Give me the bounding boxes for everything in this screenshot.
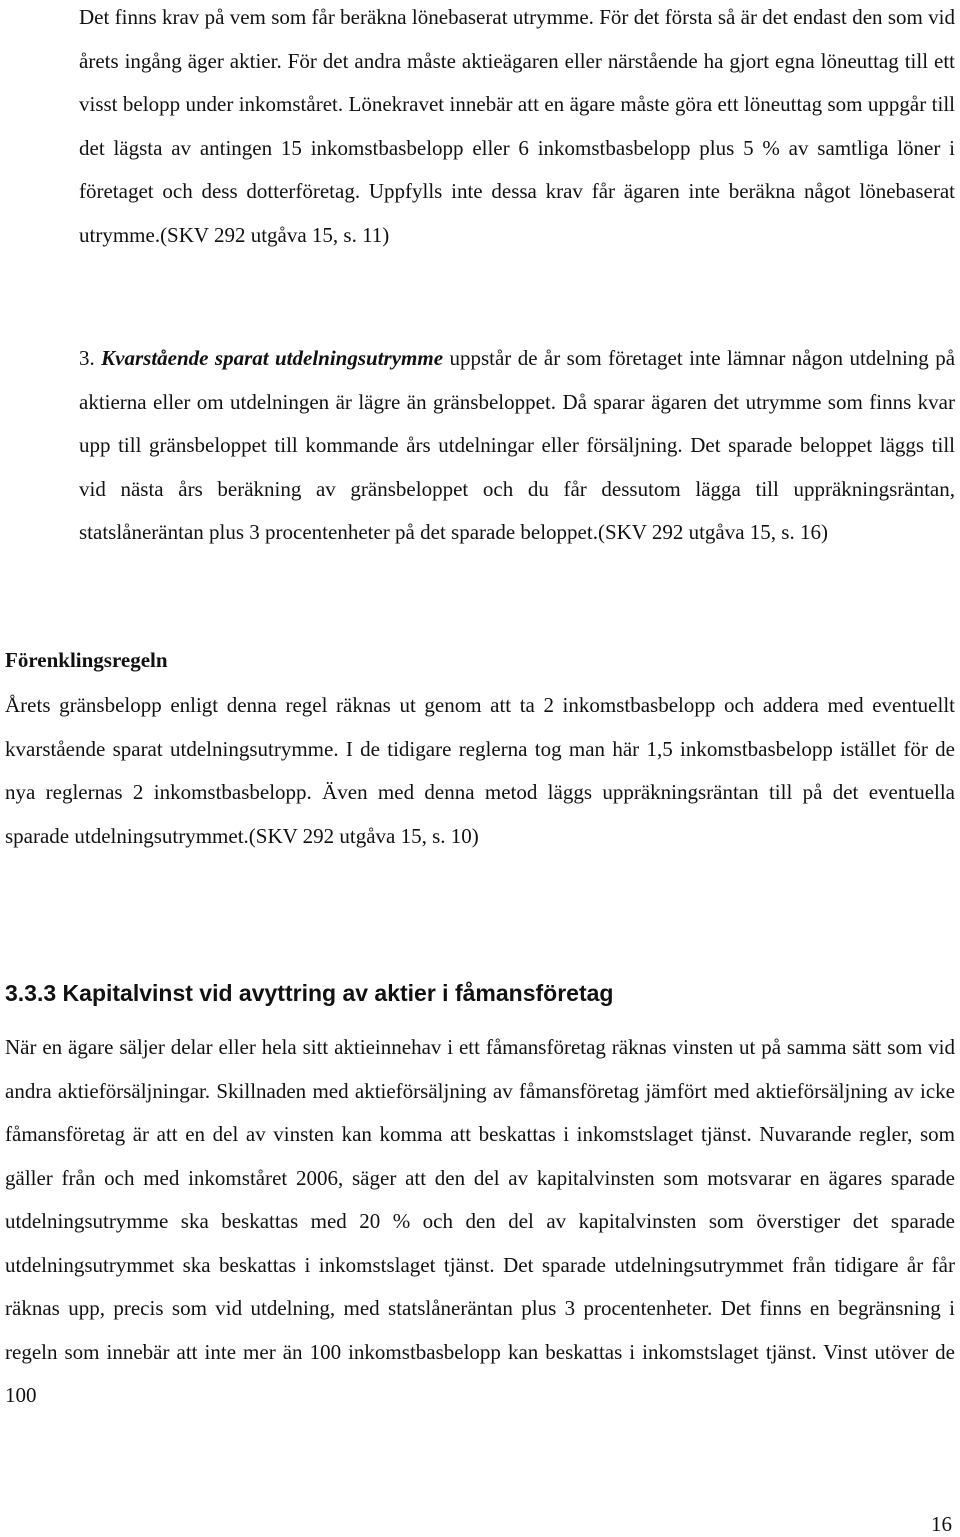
- list-item-number: 3.: [79, 346, 95, 370]
- list-item-text: uppstår de år som företaget inte lämnar någon utdelning på aktierna eller om utdelningen är lägre än gränsbeloppet. Då sparar ägaren det utrymme som finns kvar upp till gränsbeloppet till kommande års utdelningar eller försäljning. Det sparade beloppet läggs till vid nästa års beräkning av gränsbeloppet och du får dessutom lägga till uppräkningsräntan, statslåneräntan plus 3 procentenheter på det sparade beloppet.(SKV 292 utgåva 15, s. 16): [79, 346, 956, 544]
- page-number: 16: [931, 1512, 952, 1536]
- paragraph-forenklingsregeln: Årets gränsbelopp enligt denna regel räknas ut genom att ta 2 inkomstbasbelopp och addera med eventuellt kvarstående sparat utdelningsutrymme. I de tidigare reglerna tog man här 1,5 inkomstbasbelopp istället för de nya reglernas 2 inkomstbasbelopp. Även med denna metod läggs uppräkningsräntan till på det eventuella sparade utdelningsutrymmet.(SKV 292 utgåva 15, s. 10): [5, 693, 955, 848]
- list-item-term: Kvarstående sparat utdelningsutrymme: [101, 346, 444, 370]
- list-item-kvarstaende: [79, 337, 955, 555]
- section-heading-kapitalvinst: 3.3.3 Kapitalvinst vid avyttring av aktier i fåmansföretag: [5, 980, 614, 1006]
- paragraph-kapitalvinst: När en ägare säljer delar eller hela sitt aktieinnehav i ett fåmansföretag räknas vinsten ut på samma sätt som vid andra aktieförsäljningar. Skillnaden med aktieförsäljning av fåmansföretag jämfört med aktieförsäljning av icke fåmansföretag är att en del av vinsten kan komma att beskattas i inkomstslaget tjänst. Nuvarande regler, som gäller från och med inkomståret 2006, säger att den del av kapitalvinsten som motsvarar en ägares sparade utdelningsutrymme ska beskattas med 20 % och den del av kapitalvinsten som överstiger det sparade utdelningsutrymmet ska beskattas i inkomstslaget tjänst. Det sparade utdelningsutrymmet från tidigare år får räknas upp, precis som vid utdelning, med statslåneräntan plus 3 procentenheter. Det finns en begränsning i regeln som innebär att inte mer än 100 inkomstbasbelopp kan beskattas i inkomstslaget tjänst. Vinst utöver de 100: [5, 1035, 955, 1407]
- paragraph-lonebaserat-krav: Det finns krav på vem som får beräkna lönebaserat utrymme. För det första så är det endast den som vid årets ingång äger aktier. För det andra måste aktieägaren eller närstående ha gjort egna löneuttag till ett visst belopp under inkomståret. Lönekravet innebär att en ägare måste göra ett löneuttag som uppgår till det lägsta av antingen 15 inkomstbasbelopp eller 6 inkomstbasbelopp plus 5 % av samtliga löner i företaget och dess dotterföretag. Uppfylls inte dessa krav får ägaren inte beräkna något lönebaserat utrymme.(SKV 292 utgåva 15, s. 11): [79, 5, 955, 247]
- heading-forenklingsregeln: Förenklingsregeln: [5, 648, 168, 672]
